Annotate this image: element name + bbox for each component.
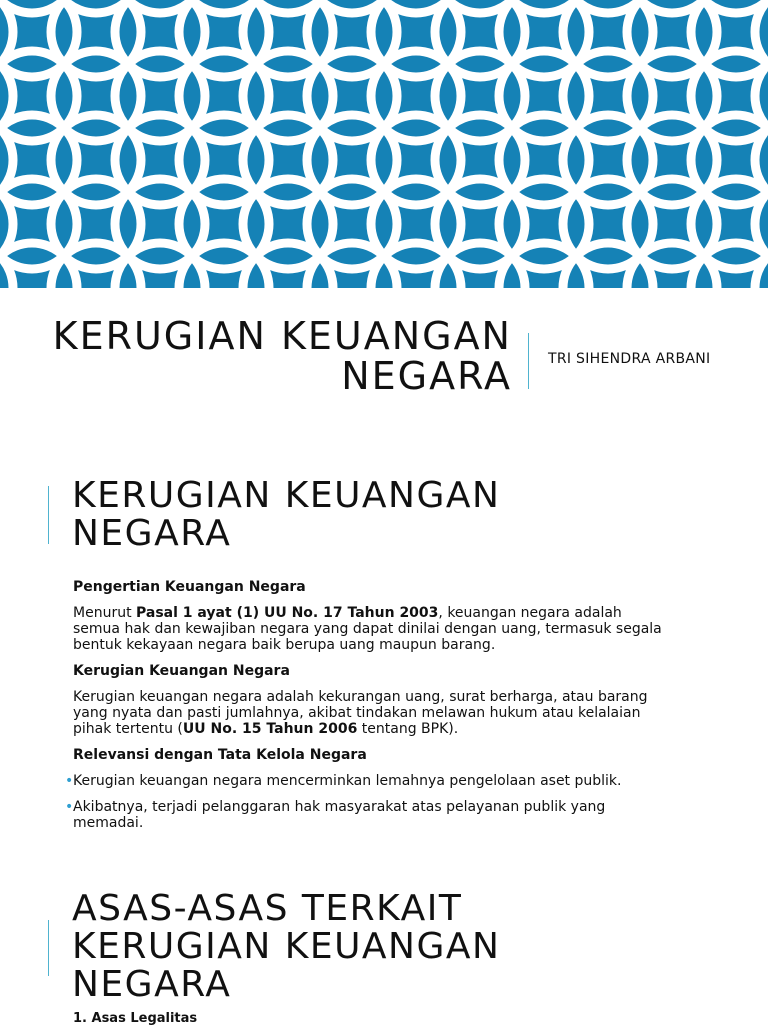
slide2-title: KERUGIAN KEUANGAN NEGARA — [72, 475, 501, 554]
bullet-item: • Akibatnya, terjadi pelanggaran hak masyarakat atas pelayanan publik yang memadai. — [65, 799, 606, 831]
subheading-asas-legalitas: 1. Asas Legalitas — [73, 1011, 198, 1026]
slide3-content — [73, 1011, 673, 1027]
bullet-dot-icon: • — [65, 773, 74, 789]
paragraph-pengertian: Menurut Pasal 1 ayat (1) UU No. 17 Tahun 2003, keuangan negara adalah semua hak dan kewajiban negara yang dapat dinilai dengan uang, termasuk segala bentuk kekayaan negara baik berupa uang maupun barang. — [73, 605, 662, 653]
subheading-pengertian: Pengertian Keuangan Negara — [73, 579, 306, 595]
paragraph-kerugian: Kerugian keuangan negara adalah kekurangan uang, surat berharga, atau barang yang nyata dan pasti jumlahnya, akibat tindakan melawan hukum atau kelalaian pihak tertentu (UU No. 15 Tahun 2006 tentang BPK). — [73, 689, 648, 737]
subheading-relevansi: Relevansi dengan Tata Kelola Negara — [73, 747, 367, 763]
title-slide-title: KERUGIAN KEUANGAN NEGARA — [52, 314, 512, 398]
slide3-accent-line — [48, 920, 49, 976]
slide3-title: ASAS-ASAS TERKAIT KERUGIAN KEUANGAN NEGARA — [72, 888, 501, 1005]
slide2-content — [65, 579, 673, 831]
bullet-item: • Kerugian keuangan negara mencerminkan lemahnya pengelolaan aset publik. — [65, 773, 622, 789]
bullet-dot-icon: • — [65, 799, 74, 815]
slide2-accent-line — [48, 486, 49, 544]
title-divider-line — [528, 333, 529, 389]
author-name: TRI SIHENDRA ARBANI — [548, 351, 711, 367]
subheading-kerugian: Kerugian Keuangan Negara — [73, 663, 290, 679]
header-banner — [0, 0, 768, 288]
circle-pattern-graphic — [0, 0, 768, 288]
